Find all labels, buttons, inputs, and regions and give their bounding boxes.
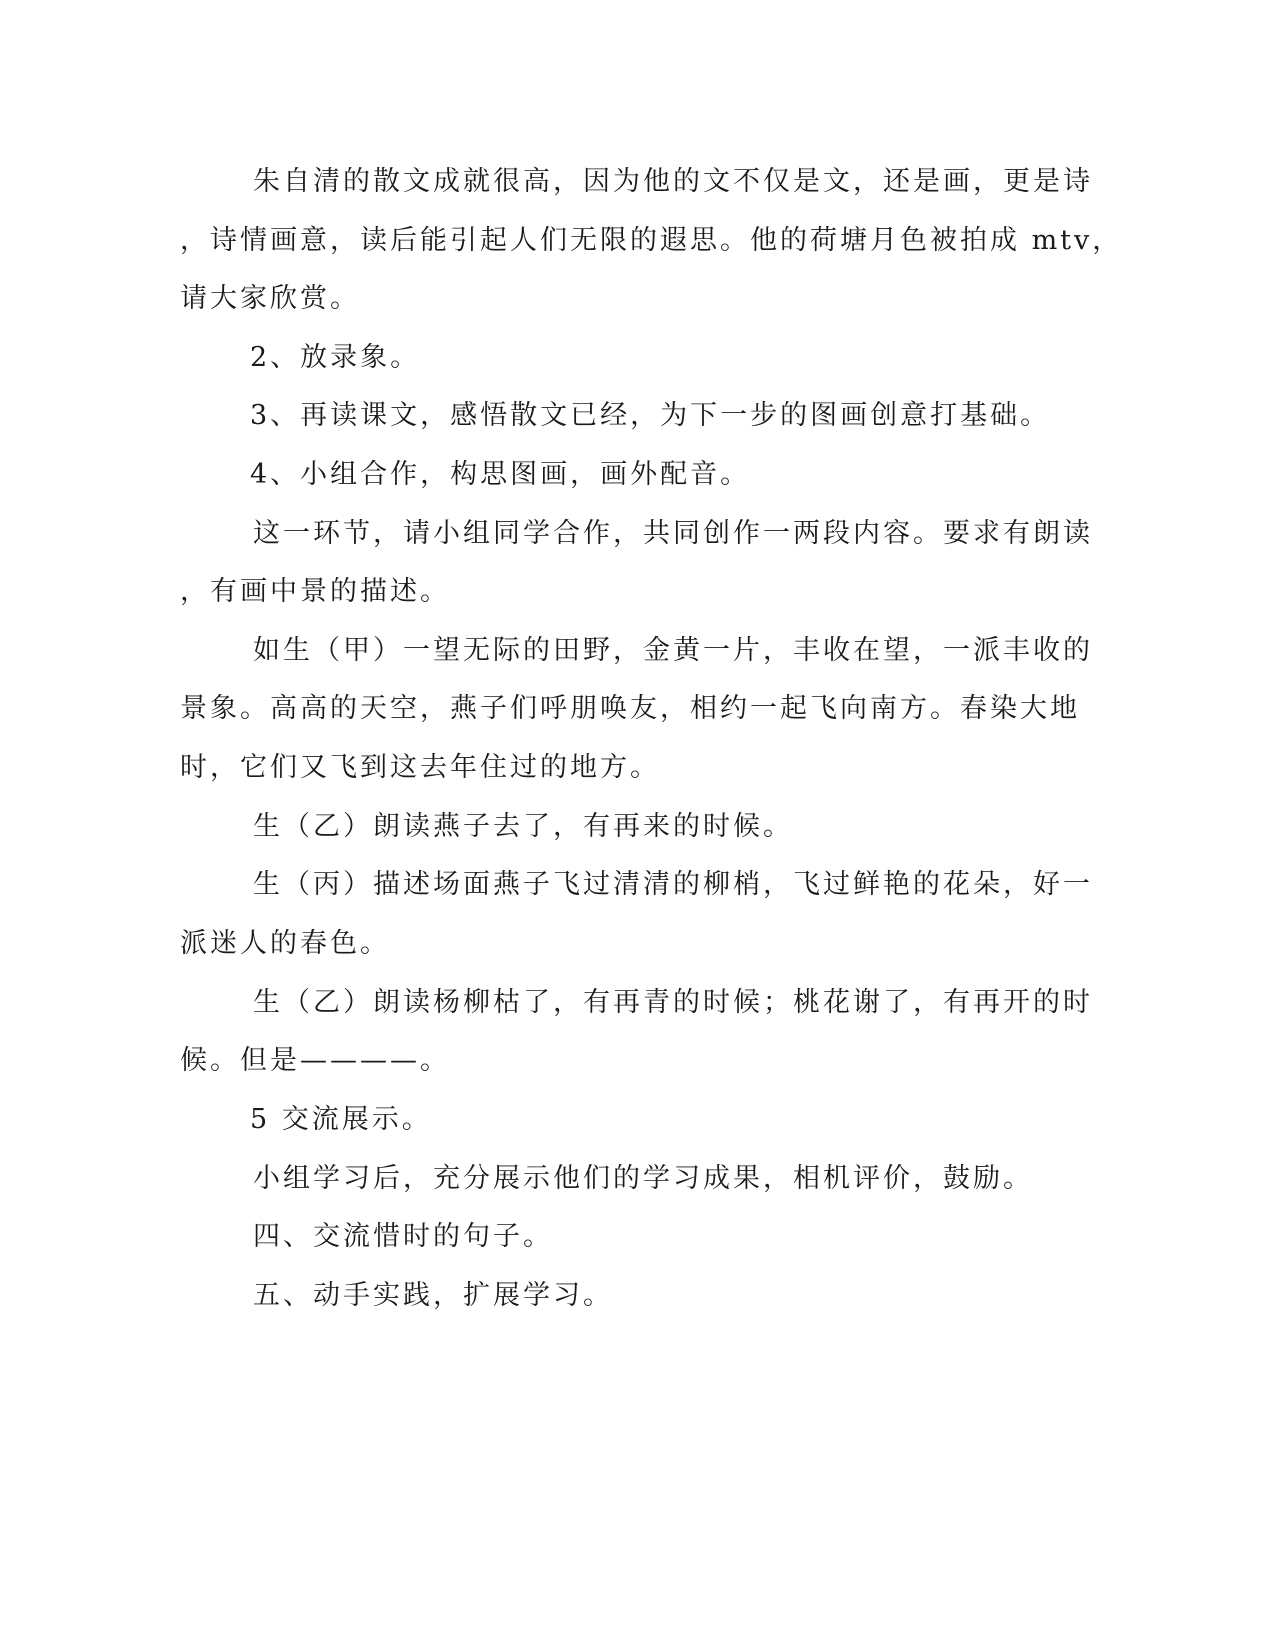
text-line: 生（乙）朗读杨柳枯了，有再青的时候；桃花谢了，有再开的时 — [253, 987, 1093, 1018]
text-line: ，有画中景的描述。 — [180, 576, 450, 607]
text-line: 5 交流展示。 — [250, 1104, 432, 1135]
text-line: 请大家欣赏。 — [180, 283, 360, 314]
text-line: 四、交流惜时的句子。 — [253, 1221, 553, 1252]
text-line: 小组学习后，充分展示他们的学习成果，相机评价，鼓励。 — [253, 1163, 1033, 1194]
text-line: 景象。高高的天空，燕子们呼朋唤友，相约一起飞向南方。春染大地 — [180, 693, 1080, 724]
text-line: 派迷人的春色。 — [180, 928, 390, 959]
text-line: 生（丙）描述场面燕子飞过清清的柳梢，飞过鲜艳的花朵，好一 — [253, 869, 1093, 900]
text-line: 朱自清的散文成就很高，因为他的文不仅是文，还是画，更是诗 — [253, 166, 1093, 197]
text-line: 时，它们又飞到这去年住过的地方。 — [180, 752, 660, 783]
text-line: 候。但是————。 — [180, 1045, 450, 1076]
text-line: ，诗情画意，读后能引起人们无限的遐思。他的荷塘月色被拍成 mtv， — [180, 225, 1123, 256]
text-line: 3、再读课文，感悟散文已经，为下一步的图画创意打基础。 — [250, 400, 1051, 431]
text-line: 五、动手实践，扩展学习。 — [253, 1280, 613, 1311]
text-line: 4、小组合作，构思图画，画外配音。 — [250, 459, 751, 490]
text-line: 2、放录象。 — [250, 342, 421, 373]
text-line: 如生（甲）一望无际的田野，金黄一片，丰收在望，一派丰收的 — [253, 635, 1093, 666]
text-line: 生（乙）朗读燕子去了，有再来的时候。 — [253, 811, 793, 842]
text-line: 这一环节，请小组同学合作，共同创作一两段内容。要求有朗读 — [253, 518, 1093, 549]
